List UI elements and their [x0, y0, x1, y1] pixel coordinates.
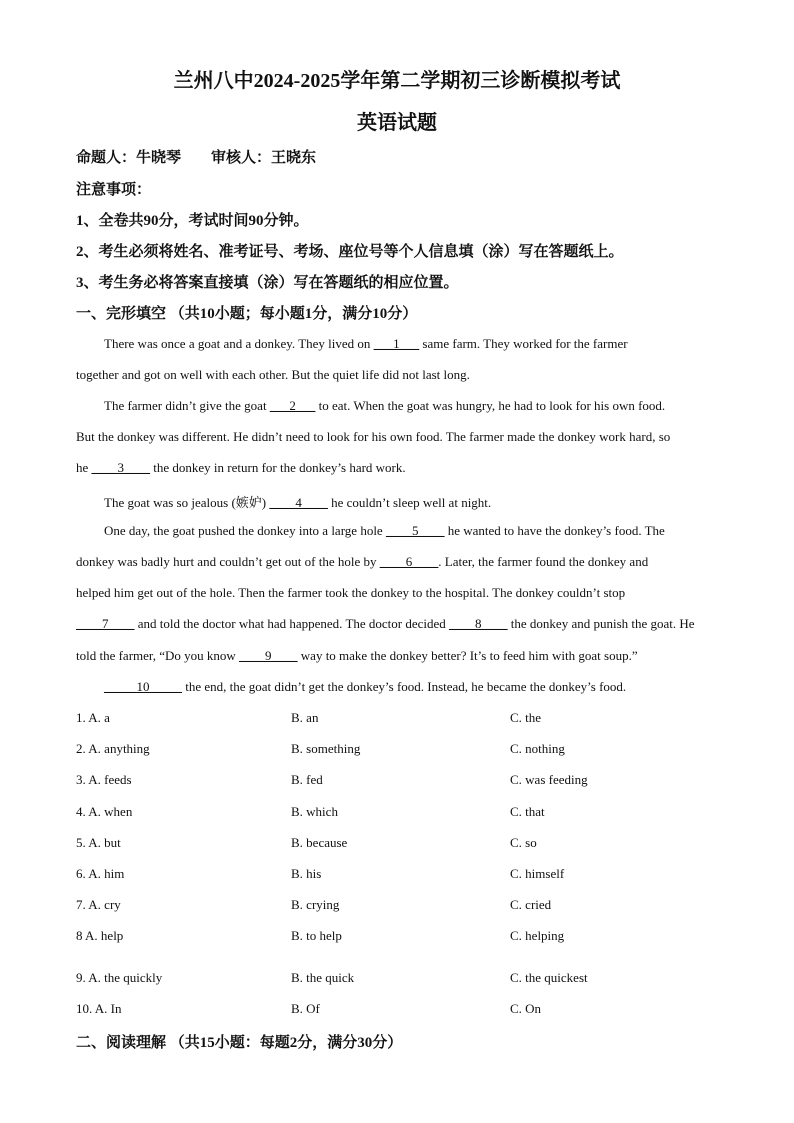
passage-line: helped him get out of the hole. Then the farmer took the donkey to the hospital. The donkey couldn’t stop [76, 585, 626, 600]
passage-text: he couldn’t sleep well at night. [327, 495, 492, 510]
option-10c: C. On [510, 1001, 542, 1016]
passage-text: the end, the goat didn’t get the donkey’s food. Instead, he became the donkey’s food. [182, 679, 627, 694]
exam-title: 兰州八中2024-2025学年第二学期初三诊断模拟考试 [173, 70, 621, 92]
blank-7: ____7____ [76, 616, 135, 631]
option-1b: B. an [291, 710, 319, 725]
option-10a: 10. A. In [76, 1001, 122, 1016]
section1-heading: 一、完形填空 （共10小题；每小题1分，满分10分） [76, 306, 418, 322]
blank-3: ____3____ [91, 460, 151, 475]
option-9a: 9. A. the quickly [76, 970, 163, 985]
passage-line [104, 523, 752, 539]
option-1c: C. the [510, 710, 542, 725]
option-3c: C. was feeding [510, 772, 588, 787]
option-2a: 2. A. anything [76, 741, 150, 756]
passage-text: The farmer didn’t give the goat [104, 398, 270, 413]
option-5a: 5. A. but [76, 835, 121, 850]
option-2c: C. nothing [510, 741, 565, 756]
passage-line [104, 492, 752, 511]
blank-10: _____10_____ [104, 679, 182, 694]
passage-text: The goat was so jealous (嫉妒) [104, 495, 270, 510]
passage-line: But the donkey was different. He didn’t need to look for his own food. The farmer made the donkey work hard, so [76, 429, 671, 444]
passage-text: he wanted to have the donkey’s food. The [444, 523, 665, 538]
notice-heading: 注意事项： [76, 182, 152, 198]
option-6c: C. himself [510, 866, 565, 881]
passage-text: One day, the goat pushed the donkey into a large hole [104, 523, 386, 538]
option-9b: B. the quick [291, 970, 355, 985]
blank-8: ____8____ [449, 616, 508, 631]
passage-text: same farm. They worked for the farmer [419, 336, 628, 351]
option-7b: B. crying [291, 897, 340, 912]
passage-line [76, 648, 724, 664]
option-4b: B. which [291, 804, 338, 819]
option-2b: B. something [291, 741, 361, 756]
authors-line: 命题人：牛晓琴 审核人：王晓东 [76, 150, 317, 166]
passage-text: There was once a goat and a donkey. They lived on [104, 336, 374, 351]
passage-line [104, 336, 752, 352]
blank-5: ____5____ [385, 523, 445, 538]
exam-subtitle: 英语试题 [357, 112, 437, 134]
passage-text: . Later, the farmer found the donkey and [438, 554, 649, 569]
section2-heading: 二、阅读理解 （共15小题：每题2分，满分30分） [76, 1035, 403, 1051]
option-5c: C. so [510, 835, 537, 850]
option-8b: B. to help [291, 928, 342, 943]
option-10b: B. Of [291, 1001, 320, 1016]
option-8c: C. helping [510, 928, 565, 943]
passage-text: to eat. When the goat was hungry, he had to look for his own food. [315, 398, 666, 413]
passage-text: told the farmer, “Do you know [76, 648, 240, 663]
blank-6: ____6____ [379, 554, 439, 569]
option-3a: 3. A. feeds [76, 772, 132, 787]
passage-text: he [76, 460, 92, 475]
passage-text: the donkey and punish the goat. He [507, 616, 695, 631]
option-6b: B. his [291, 866, 322, 881]
option-6a: 6. A. him [76, 866, 125, 881]
option-8a: 8 A. help [76, 928, 124, 943]
passage-line [104, 398, 752, 414]
option-4c: C. that [510, 804, 545, 819]
blank-2: ___2___ [269, 398, 316, 413]
passage-line [76, 616, 724, 632]
notice-2: 2、考生必须将姓名、准考证号、考场、座位号等个人信息填（涂）写在答题纸上。 [76, 244, 624, 260]
option-1a: 1. A. a [76, 710, 110, 725]
passage-text: the donkey in return for the donkey’s hard work. [150, 460, 406, 475]
passage-text: and told the doctor what had happened. The doctor decided [134, 616, 450, 631]
notice-3: 3、考生务必将答案直接填（涂）写在答题纸的相应位置。 [76, 275, 459, 291]
passage-line [76, 554, 724, 570]
option-5b: B. because [291, 835, 348, 850]
passage-text: way to make the donkey better? It’s to feed him with goat soup.” [297, 648, 638, 663]
option-7c: C. cried [510, 897, 552, 912]
blank-4: ____4____ [269, 495, 328, 510]
blank-1: ___1___ [373, 336, 420, 351]
option-9c: C. the quickest [510, 970, 588, 985]
passage-text: donkey was badly hurt and couldn’t get out of the hole by [76, 554, 380, 569]
blank-9: ____9____ [239, 648, 298, 663]
option-7a: 7. A. cry [76, 897, 121, 912]
passage-line [104, 679, 752, 695]
option-4a: 4. A. when [76, 804, 133, 819]
passage-line [76, 460, 724, 476]
option-3b: B. fed [291, 772, 323, 787]
passage-line: together and got on well with each other. But the quiet life did not last long. [76, 367, 470, 382]
notice-1: 1、全卷共90分，考试时间90分钟。 [76, 213, 309, 229]
